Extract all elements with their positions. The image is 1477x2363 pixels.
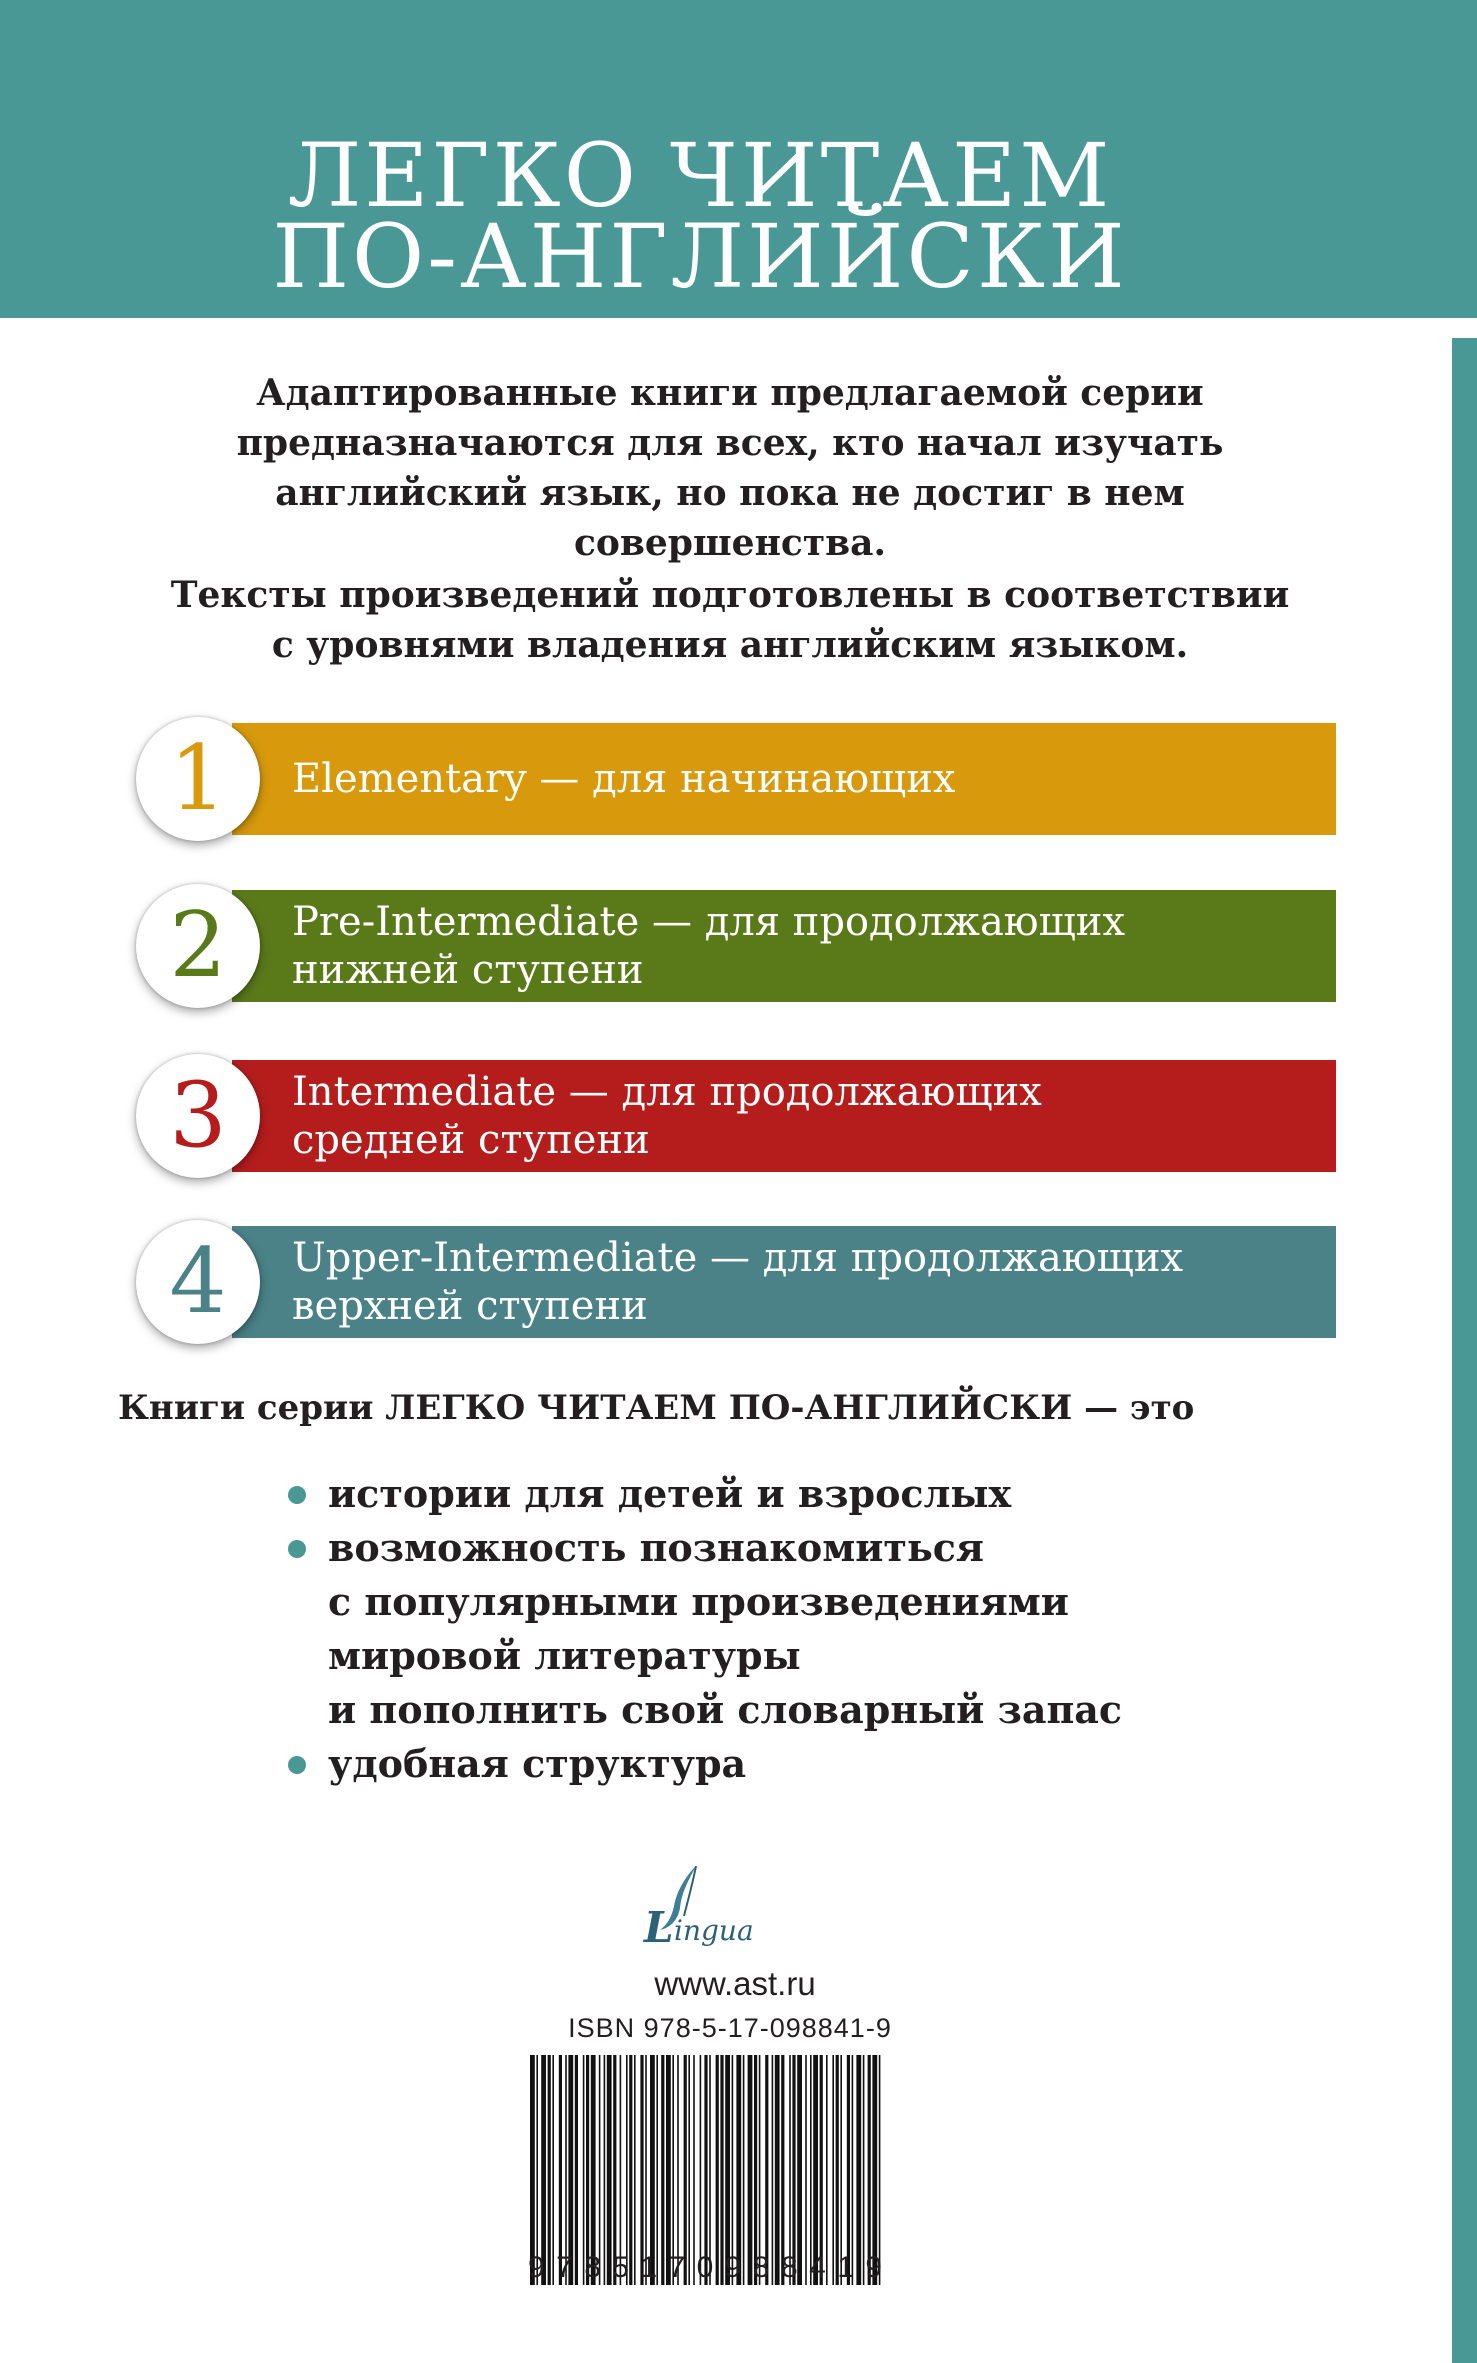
intro-line: предназначаются для всех, кто начал изучать: [236, 422, 1224, 464]
intro-paragraph-2: [110, 570, 1350, 670]
barcode-digit: 7: [668, 2251, 686, 2284]
feature-line: возможность познакомиться: [328, 1525, 984, 1570]
intro-line: английский язык, но пока не достиг в нем: [275, 472, 1185, 514]
feature-list: [288, 1467, 1388, 1791]
barcode-digit: 4: [809, 2251, 826, 2284]
level-number-badge-4: [136, 1220, 260, 1344]
feature-item: [288, 1521, 1388, 1737]
feature-line: удобная структура: [328, 1741, 747, 1786]
feature-line: и пополнить свой словарный запас: [328, 1687, 1123, 1732]
level-dash: —: [709, 1235, 750, 1281]
lingua-logo-icon: [630, 1860, 810, 1960]
feature-line: истории для детей и взрослых: [328, 1471, 1012, 1516]
bullet-dot-icon: [288, 1540, 306, 1558]
level-band: [232, 890, 1336, 1002]
barcode-digit: 7: [556, 2251, 573, 2284]
bullet-dot-icon: [288, 1486, 306, 1504]
level-text: [292, 1226, 1183, 1338]
intro-paragraph-1: [110, 368, 1350, 568]
feature-line: мировой литературы: [328, 1633, 801, 1678]
barcode-digit: 9: [528, 2251, 545, 2284]
level-desc: для продолжающих: [704, 899, 1126, 945]
intro-line: с уровнями владения английским языком.: [271, 624, 1189, 666]
intro-line: Тексты произведений подготовлены в соответствии: [170, 574, 1290, 616]
level-number-badge-1: [136, 717, 260, 841]
barcode-digit: 0: [696, 2251, 714, 2284]
barcode-digit: 1: [640, 2251, 658, 2284]
level-name: Upper-Intermediate: [292, 1235, 698, 1281]
level-band: [232, 1060, 1336, 1172]
barcode-digit: 9: [724, 2251, 742, 2284]
barcode-digit: 8: [752, 2251, 770, 2284]
level-band: [232, 1226, 1336, 1338]
level-text: [292, 890, 1125, 1002]
intro-line: Адаптированные книги предлагаемой серии: [256, 372, 1204, 414]
level-dash: —: [568, 1069, 609, 1115]
feature-item: [288, 1737, 1388, 1791]
level-number-badge-2: [136, 884, 260, 1008]
isbn-number: ISBN 978-5-17-098841-9: [568, 2013, 892, 2043]
level-name: Pre-Intermediate: [292, 899, 640, 945]
feature-line: с популярными произведениями: [328, 1579, 1069, 1624]
barcode-digit: 1: [837, 2251, 854, 2284]
feature-item: [288, 1467, 1388, 1521]
barcode-digit: 8: [584, 2251, 601, 2284]
level-text: [292, 723, 955, 835]
level-number-badge-3: [136, 1054, 260, 1178]
level-text: [292, 1060, 1042, 1172]
level-name: Elementary: [292, 756, 527, 802]
level-dash: —: [651, 899, 692, 945]
barcode-digit: 8: [780, 2251, 798, 2284]
barcode-digit: 5: [612, 2251, 630, 2284]
level-desc-line2: верхней ступени: [292, 1283, 648, 1329]
barcode-digit: 9: [865, 2251, 882, 2284]
svg-text:ingua: ingua: [674, 1914, 754, 1947]
level-band: [232, 723, 1336, 835]
level-number: 4: [169, 1229, 227, 1334]
level-number: 2: [169, 893, 227, 998]
level-desc: для продолжающих: [762, 1235, 1184, 1281]
level-desc: для продолжающих: [621, 1069, 1042, 1115]
title-banner: [0, 0, 1477, 318]
intro-line: совершенства.: [573, 522, 887, 564]
publisher-url: www.ast.ru: [654, 1965, 816, 2002]
series-title-line2: ПО-АНГЛИЙСКИ: [272, 205, 1128, 308]
level-name: Intermediate: [292, 1069, 557, 1115]
level-desc-line2: нижней ступени: [292, 947, 644, 993]
level-desc: для начинающих: [592, 756, 956, 802]
barcode-digits: [528, 2245, 882, 2291]
barcode-digits-text: [528, 2251, 882, 2285]
level-number: 3: [169, 1063, 227, 1168]
level-number: 1: [169, 726, 227, 831]
series-summary-line: Книги серии ЛЕГКО ЧИТАЕМ ПО-АНГЛИЙСКИ — это: [118, 1388, 1195, 1428]
series-title-line1: ЛЕГКО ЧИТАЕМ: [287, 124, 1113, 227]
bullet-dot-icon: [288, 1756, 306, 1774]
level-dash: —: [539, 756, 580, 802]
svg-text:L: L: [644, 1903, 674, 1952]
level-desc-line2: средней ступени: [292, 1117, 650, 1163]
side-accent-strip: [1452, 338, 1477, 2363]
